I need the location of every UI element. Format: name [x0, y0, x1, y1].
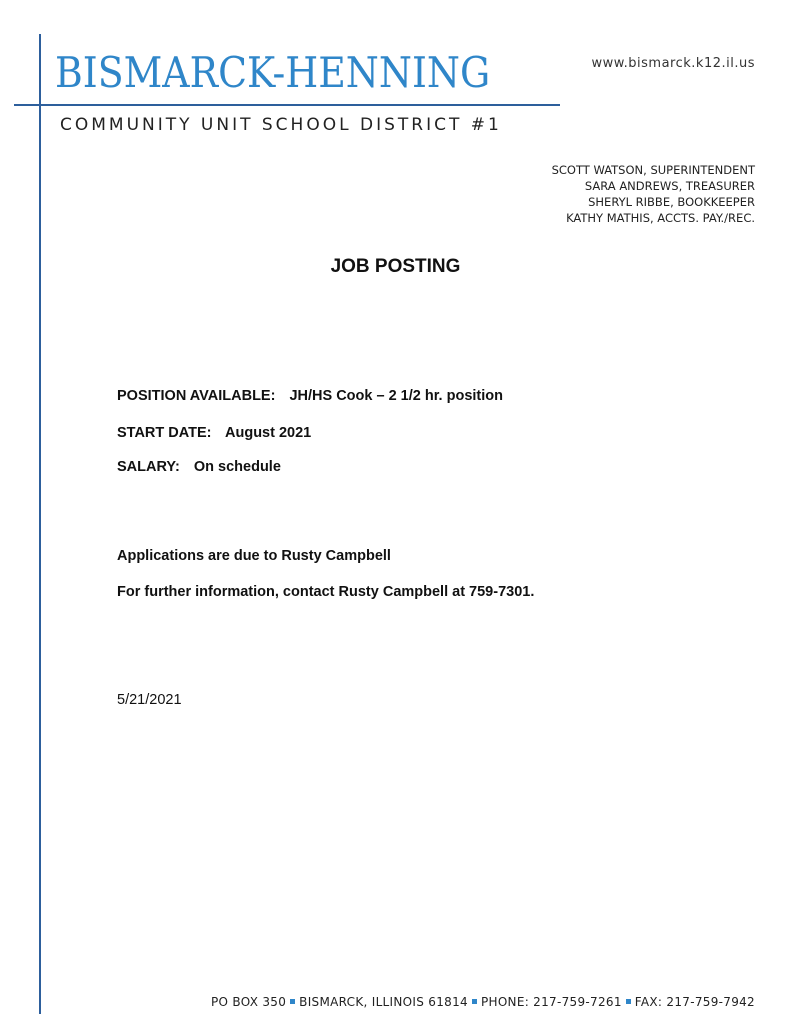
posting-date: 5/21/2021 [117, 692, 182, 708]
footer-separator [626, 999, 631, 1004]
footer-address [211, 995, 755, 1009]
start-date-field [117, 425, 311, 441]
district-name: BISMARCK-HENNING [55, 48, 491, 97]
footer-separator [472, 999, 477, 1004]
footer-po-box: PO BOX 350 [211, 995, 287, 1009]
position-label: POSITION AVAILABLE: [117, 388, 276, 404]
salary-field [117, 459, 281, 475]
district-subtitle: COMMUNITY UNIT SCHOOL DISTRICT #1 [60, 115, 502, 135]
staff-treasurer: SARA ANDREWS, TREASURER [584, 179, 755, 193]
page-title: JOB POSTING [330, 256, 461, 277]
staff-superintendent: SCOTT WATSON, SUPERINTENDENT [551, 163, 755, 177]
letterhead-vertical-rule [39, 34, 41, 1014]
letterhead-horizontal-rule [14, 104, 560, 106]
applications-line: Applications are due to Rusty Campbell [117, 548, 391, 564]
staff-bookkeeper: SHERYL RIBBE, BOOKKEEPER [588, 195, 755, 209]
footer-fax: FAX: 217-759-7942 [634, 995, 755, 1009]
salary-value: On schedule [193, 459, 281, 475]
staff-list [552, 162, 755, 226]
start-date-value: August 2021 [225, 425, 312, 441]
position-field [117, 388, 503, 404]
contact-line: For further information, contact Rusty Campbell at 759-7301. [117, 584, 535, 600]
staff-accounts: KATHY MATHIS, ACCTS. PAY./REC. [566, 211, 755, 225]
footer-city: BISMARCK, ILLINOIS 61814 [299, 995, 468, 1009]
district-website: www.bismarck.k12.il.us [591, 56, 755, 71]
footer-separator [290, 999, 295, 1004]
footer-phone: PHONE: 217-759-7261 [480, 995, 622, 1009]
position-value: JH/HS Cook – 2 1/2 hr. position [289, 388, 503, 404]
salary-label: SALARY: [117, 459, 180, 475]
start-date-label: START DATE: [117, 425, 212, 441]
